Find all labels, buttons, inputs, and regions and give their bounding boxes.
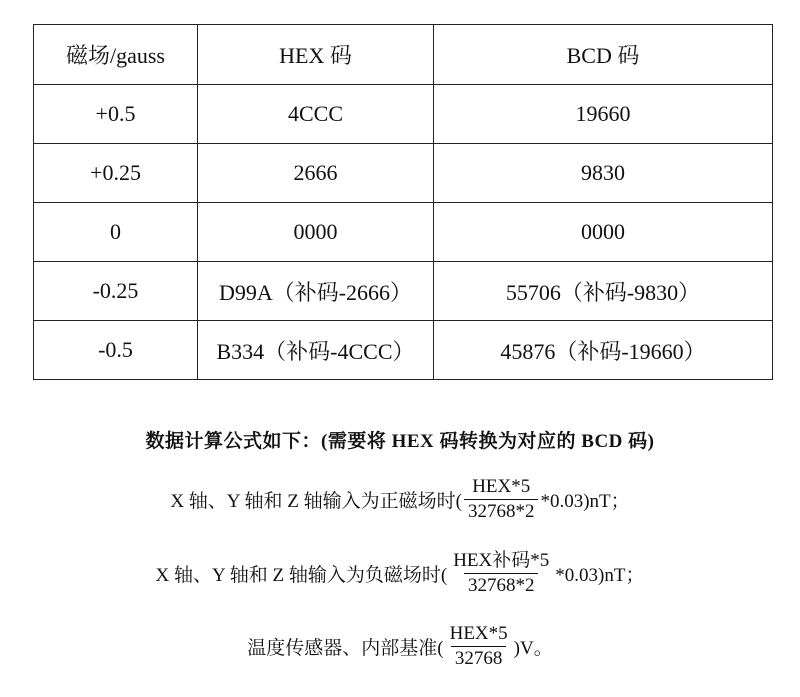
fraction-numerator: HEX*5 [449, 623, 508, 644]
fraction [449, 551, 553, 596]
formula-negative-field [0, 551, 800, 596]
table-row [34, 144, 773, 203]
cell-field: +0.25 [34, 144, 198, 203]
cell-bcd: 45876（补码-19660） [434, 321, 773, 380]
fraction-denominator: 32768*2 [464, 573, 539, 596]
table-row [34, 203, 773, 262]
cell-bcd: 0000 [434, 203, 773, 262]
cell-hex: 2666 [198, 144, 434, 203]
cell-field: -0.5 [34, 321, 198, 380]
formula-suffix: )V。 [513, 637, 553, 659]
cell-field: 0 [34, 203, 198, 262]
table-row [34, 262, 773, 321]
formula-suffix: *0.03)nT； [540, 490, 630, 512]
formula-positive-field [0, 477, 800, 522]
cell-hex: 0000 [198, 203, 434, 262]
formula-temperature-reference [0, 624, 800, 669]
fraction-numerator: HEX补码*5 [453, 550, 550, 571]
cell-bcd: 55706（补码-9830） [434, 262, 773, 321]
cell-hex: 4CCC [198, 85, 434, 144]
cell-field: -0.25 [34, 262, 198, 321]
table-row [34, 321, 773, 380]
fraction-numerator: HEX*5 [472, 476, 531, 497]
cell-bcd: 9830 [434, 144, 773, 203]
formula-title: 数据计算公式如下：(需要将 HEX 码转换为对应的 BCD 码) [145, 431, 655, 452]
formula-prefix: X 轴、Y 轴和 Z 轴输入为正磁场时( [170, 490, 462, 512]
fraction-denominator: 32768 [451, 646, 507, 669]
header-hex: HEX 码 [198, 25, 434, 85]
cell-hex: B334（补码-4CCC） [198, 321, 434, 380]
table-header-row [34, 25, 773, 85]
cell-hex: D99A（补码-2666） [198, 262, 434, 321]
formula-prefix: X 轴、Y 轴和 Z 轴输入为负磁场时( [155, 564, 448, 586]
formula-suffix: *0.03)nT； [555, 564, 645, 586]
header-field: 磁场/gauss [34, 25, 198, 85]
table-row [34, 85, 773, 144]
formula-prefix: 温度传感器、内部基准( [247, 637, 444, 659]
fraction [464, 477, 539, 522]
fraction [446, 624, 512, 669]
cell-field: +0.5 [34, 85, 198, 144]
fraction-denominator: 32768*2 [464, 499, 539, 522]
header-bcd: BCD 码 [434, 25, 773, 85]
cell-bcd: 19660 [434, 85, 773, 144]
magnetic-field-table [33, 24, 773, 380]
